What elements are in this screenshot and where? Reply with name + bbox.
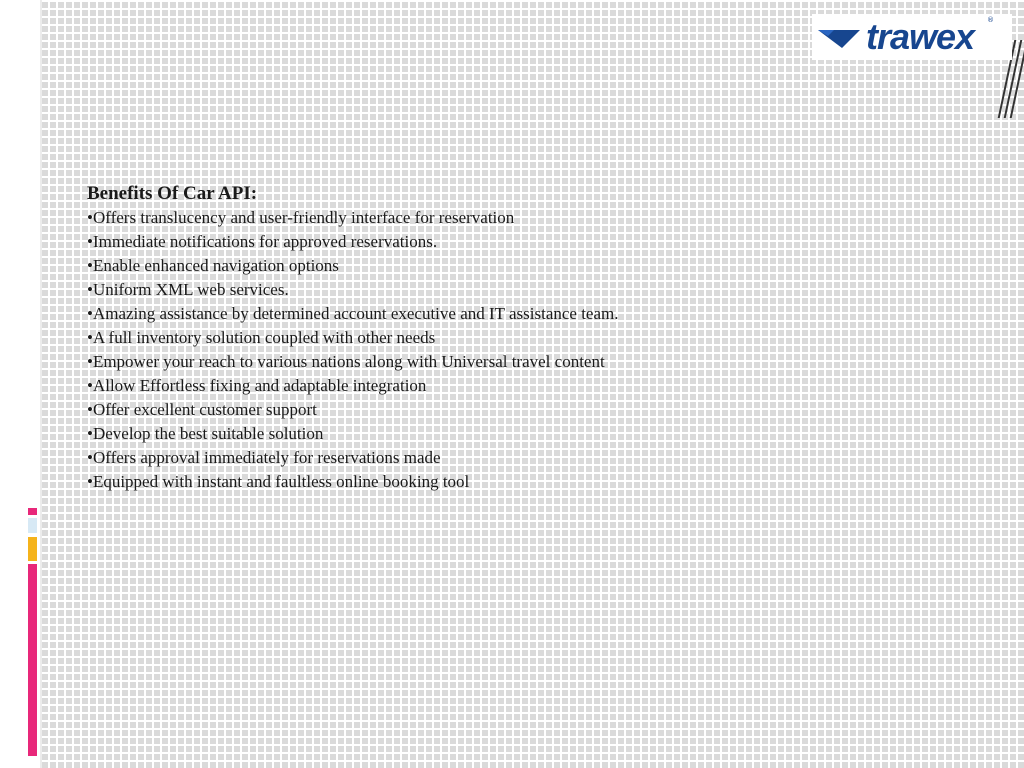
- bullet-marker: •: [87, 304, 93, 323]
- list-item-text: Equipped with instant and faultless online booking tool: [92, 472, 470, 491]
- bullet-marker: •: [87, 448, 93, 467]
- list-item-text: Empower your reach to various nations along with Universal travel content: [92, 352, 605, 371]
- bullet-marker: •: [87, 424, 93, 443]
- bullet-marker: •: [87, 472, 93, 491]
- section-heading: Benefits Of Car API:: [87, 183, 258, 204]
- bullet-marker: •: [87, 280, 93, 299]
- list-item: [87, 374, 787, 398]
- accent-bar-light-blue: [28, 518, 37, 533]
- list-item: [87, 326, 787, 350]
- list-item: [87, 278, 787, 302]
- list-item-text: Offer excellent customer support: [92, 400, 317, 419]
- bullet-marker: •: [87, 352, 93, 371]
- logo-wordmark: trawex: [866, 16, 975, 57]
- bullet-marker: •: [87, 232, 93, 251]
- accent-bar-orange: [28, 537, 37, 561]
- registered-mark: ®: [987, 16, 994, 24]
- list-item: [87, 302, 787, 326]
- list-item-text: Develop the best suitable solution: [92, 424, 324, 443]
- left-divider: [40, 0, 42, 768]
- list-item-text: Immediate notifications for approved reservations.: [92, 232, 438, 251]
- bullet-marker: •: [87, 208, 93, 227]
- accent-bar-pink-small: [28, 508, 37, 515]
- trawex-logo: [812, 14, 1012, 60]
- list-item: [87, 398, 787, 422]
- benefits-section: [87, 182, 787, 494]
- list-item-text: Offers translucency and user-friendly interface for reservation: [92, 208, 515, 227]
- bullet-marker: •: [87, 376, 93, 395]
- list-item: [87, 470, 787, 494]
- bullet-marker: •: [87, 256, 93, 275]
- benefits-list: [87, 206, 787, 494]
- list-item-text: Amazing assistance by determined account executive and IT assistance team.: [92, 304, 619, 323]
- bullet-marker: •: [87, 328, 93, 347]
- accent-bar-pink-tall: [28, 564, 37, 756]
- list-item-text: Offers approval immediately for reservations made: [92, 448, 441, 467]
- list-item: [87, 230, 787, 254]
- list-item: [87, 446, 787, 470]
- list-item: [87, 350, 787, 374]
- arrow-icon: [818, 26, 860, 48]
- list-item-text: Enable enhanced navigation options: [92, 256, 339, 275]
- list-item-text: Allow Effortless fixing and adaptable integration: [92, 376, 427, 395]
- bullet-marker: •: [87, 400, 93, 419]
- list-item: [87, 254, 787, 278]
- list-item-text: Uniform XML web services.: [92, 280, 289, 299]
- list-item: [87, 422, 787, 446]
- list-item-text: A full inventory solution coupled with other needs: [92, 328, 436, 347]
- list-item: [87, 206, 787, 230]
